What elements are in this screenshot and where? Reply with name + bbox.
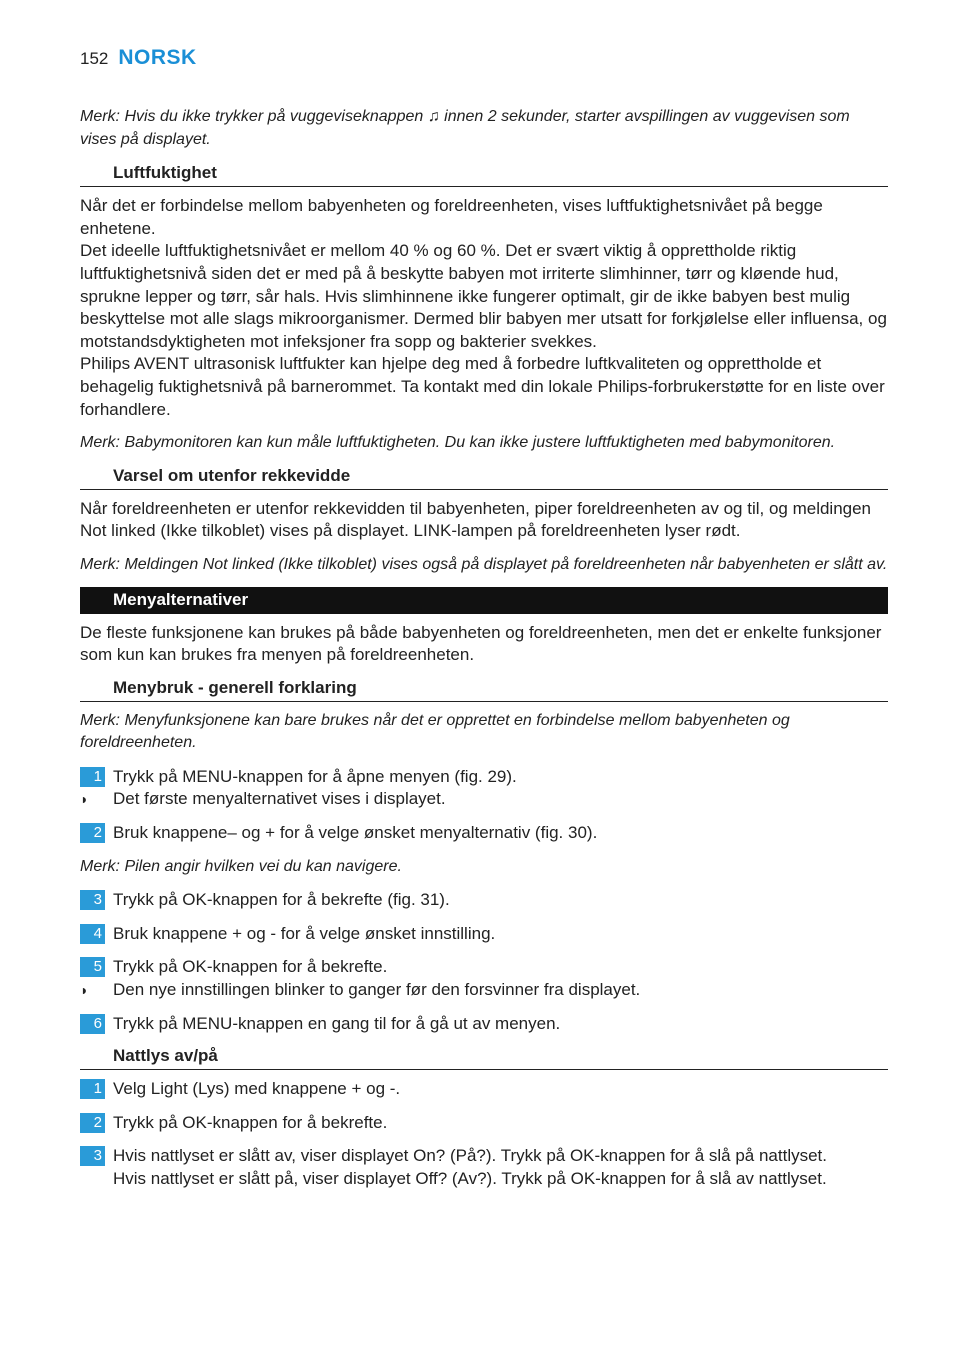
step-number: 3 [80, 1146, 105, 1166]
heading-nightlight: Nattlys av/på [80, 1045, 888, 1070]
step-number: 1 [80, 1079, 105, 1099]
step-text: Hvis nattlyset er slått av, viser displayet On? (På?). Trykk på OK-knappen for å slå på nattlyset. [113, 1146, 827, 1166]
humidity-paragraph-2: Det ideelle luftfuktighetsnivået er mellom 40 % og 60 %. Det er svært viktig å opprettholde riktig luftfuktighetsnivå siden det er med på å beskytte babyen mot irriterte slimhinner, tørr og kløende hud, sprukne lepper og tørr, sår hals. Hvis slimhinnene ikke fungerer optimalt, gir de ikke babyen best mulig beskyttelse mot alle slags mikroorganismer. Dermed blir babyen mer utsatt for forkjølelse eller influensa, og motstandsdyktigheten mot infeksjoner fra sopp og bakterier svekkes. [80, 241, 887, 351]
menu-step-5 [80, 956, 888, 979]
heading-out-of-range: Varsel om utenfor rekkevidde [80, 465, 888, 490]
menu-paragraph: De fleste funksjonene kan brukes på både babyenheten og foreldreenheten, men det er enkelte funksjoner som kun kan brukes fra menyen på foreldreenheten. [80, 622, 882, 665]
result-bullet-icon: ◗ [80, 791, 89, 808]
note-out-of-range: Merk: Meldingen Not linked (Ikke tilkoblet) vises også på displayet på foreldreenheten når babyenheten er slått av. [80, 555, 888, 573]
menu-step-4 [80, 923, 888, 946]
nightlight-step-2 [80, 1112, 888, 1135]
step-number: 4 [80, 924, 105, 944]
page-number: 152 [80, 49, 109, 68]
step-number: 1 [80, 767, 105, 787]
nightlight-step-1 [80, 1078, 888, 1101]
menu-step-1 [80, 766, 888, 789]
step-number: 2 [80, 823, 105, 843]
step-number: 5 [80, 957, 105, 977]
step-text: Trykk på MENU-knappen en gang til for å gå ut av menyen. [113, 1013, 561, 1033]
heading-humidity: Luftfuktighet [80, 162, 888, 187]
step-number: 3 [80, 890, 105, 910]
humidity-paragraph-1: Når det er forbindelse mellom babyenheten og foreldreenheten, vises luftfuktighetsnivået på begge enhetene. [80, 196, 823, 238]
note-menu-usage: Merk: Menyfunksjonene kan bare brukes når det er opprettet en forbindelse mellom babyenheten og foreldreenheten. [80, 711, 790, 752]
menu-step-5-result [80, 979, 888, 1002]
result-text: Den nye innstillingen blinker to ganger før den forsvinner fra displayet. [113, 980, 641, 1000]
step-text: Bruk knappene + og - for å velge ønsket innstilling. [113, 923, 496, 943]
step-text: Trykk på OK-knappen for å bekrefte. [113, 957, 388, 977]
humidity-paragraph-3: Philips AVENT ultrasonisk luftfukter kan hjelpe deg med å forbedre luftkvaliteten og opprettholde et behagelig fuktighetsnivå på barnerommet. Ta kontakt med din lokale Philips-forbrukerstøtte for en liste over forhandlere. [80, 354, 885, 419]
menu-step-1-result [80, 788, 888, 811]
page-header [80, 46, 197, 70]
heading-menu-options: Menyalternativer [80, 587, 888, 614]
step-text-line-2: Hvis nattlyset er slått på, viser displayet Off? (Av?). Trykk på OK-knappen for å slå av nattlyset. [113, 1169, 827, 1188]
language-label: NORSK [118, 46, 197, 69]
range-paragraph: Når foreldreenheten er utenfor rekkevidden til babyenheten, piper foreldreenheten av og til, og meldingen Not linked (Ikke tilkoblet) vises på displayet. LINK-lampen på foreldreenheten lyser rødt. [80, 498, 872, 541]
page-content [80, 106, 888, 1191]
result-bullet-icon: ◗ [80, 982, 89, 999]
menu-step-6 [80, 1013, 888, 1036]
note-humidity: Merk: Babymonitoren kan kun måle luftfuktigheten. Du kan ikke justere luftfuktigheten med babymonitoren. [80, 434, 836, 452]
step-number: 6 [80, 1014, 105, 1034]
note-lullaby: Merk: Hvis du ikke trykker på vuggeviseknappen ♫ innen 2 sekunder, starter avspillingen av vuggevisen som vises på displayet. [80, 108, 850, 148]
nightlight-step-3 [80, 1145, 888, 1190]
step-number: 2 [80, 1113, 105, 1133]
step-text: Bruk knappene– og + for å velge ønsket menyalternativ (fig. 30). [113, 823, 598, 843]
step-text: Velg Light (Lys) med knappene + og -. [113, 1079, 401, 1099]
step-text: Trykk på OK-knappen for å bekrefte. [113, 1112, 388, 1132]
heading-menu-usage: Menybruk - generell forklaring [80, 677, 888, 702]
menu-step-2 [80, 822, 888, 845]
step-text: Trykk på MENU-knappen for å åpne menyen (fig. 29). [113, 766, 517, 786]
note-arrow: Merk: Pilen angir hvilken vei du kan navigere. [80, 857, 402, 875]
step-text: Trykk på OK-knappen for å bekrefte (fig. 31). [113, 890, 450, 910]
result-text: Det første menyalternativet vises i displayet. [113, 789, 446, 809]
menu-step-3 [80, 889, 888, 912]
